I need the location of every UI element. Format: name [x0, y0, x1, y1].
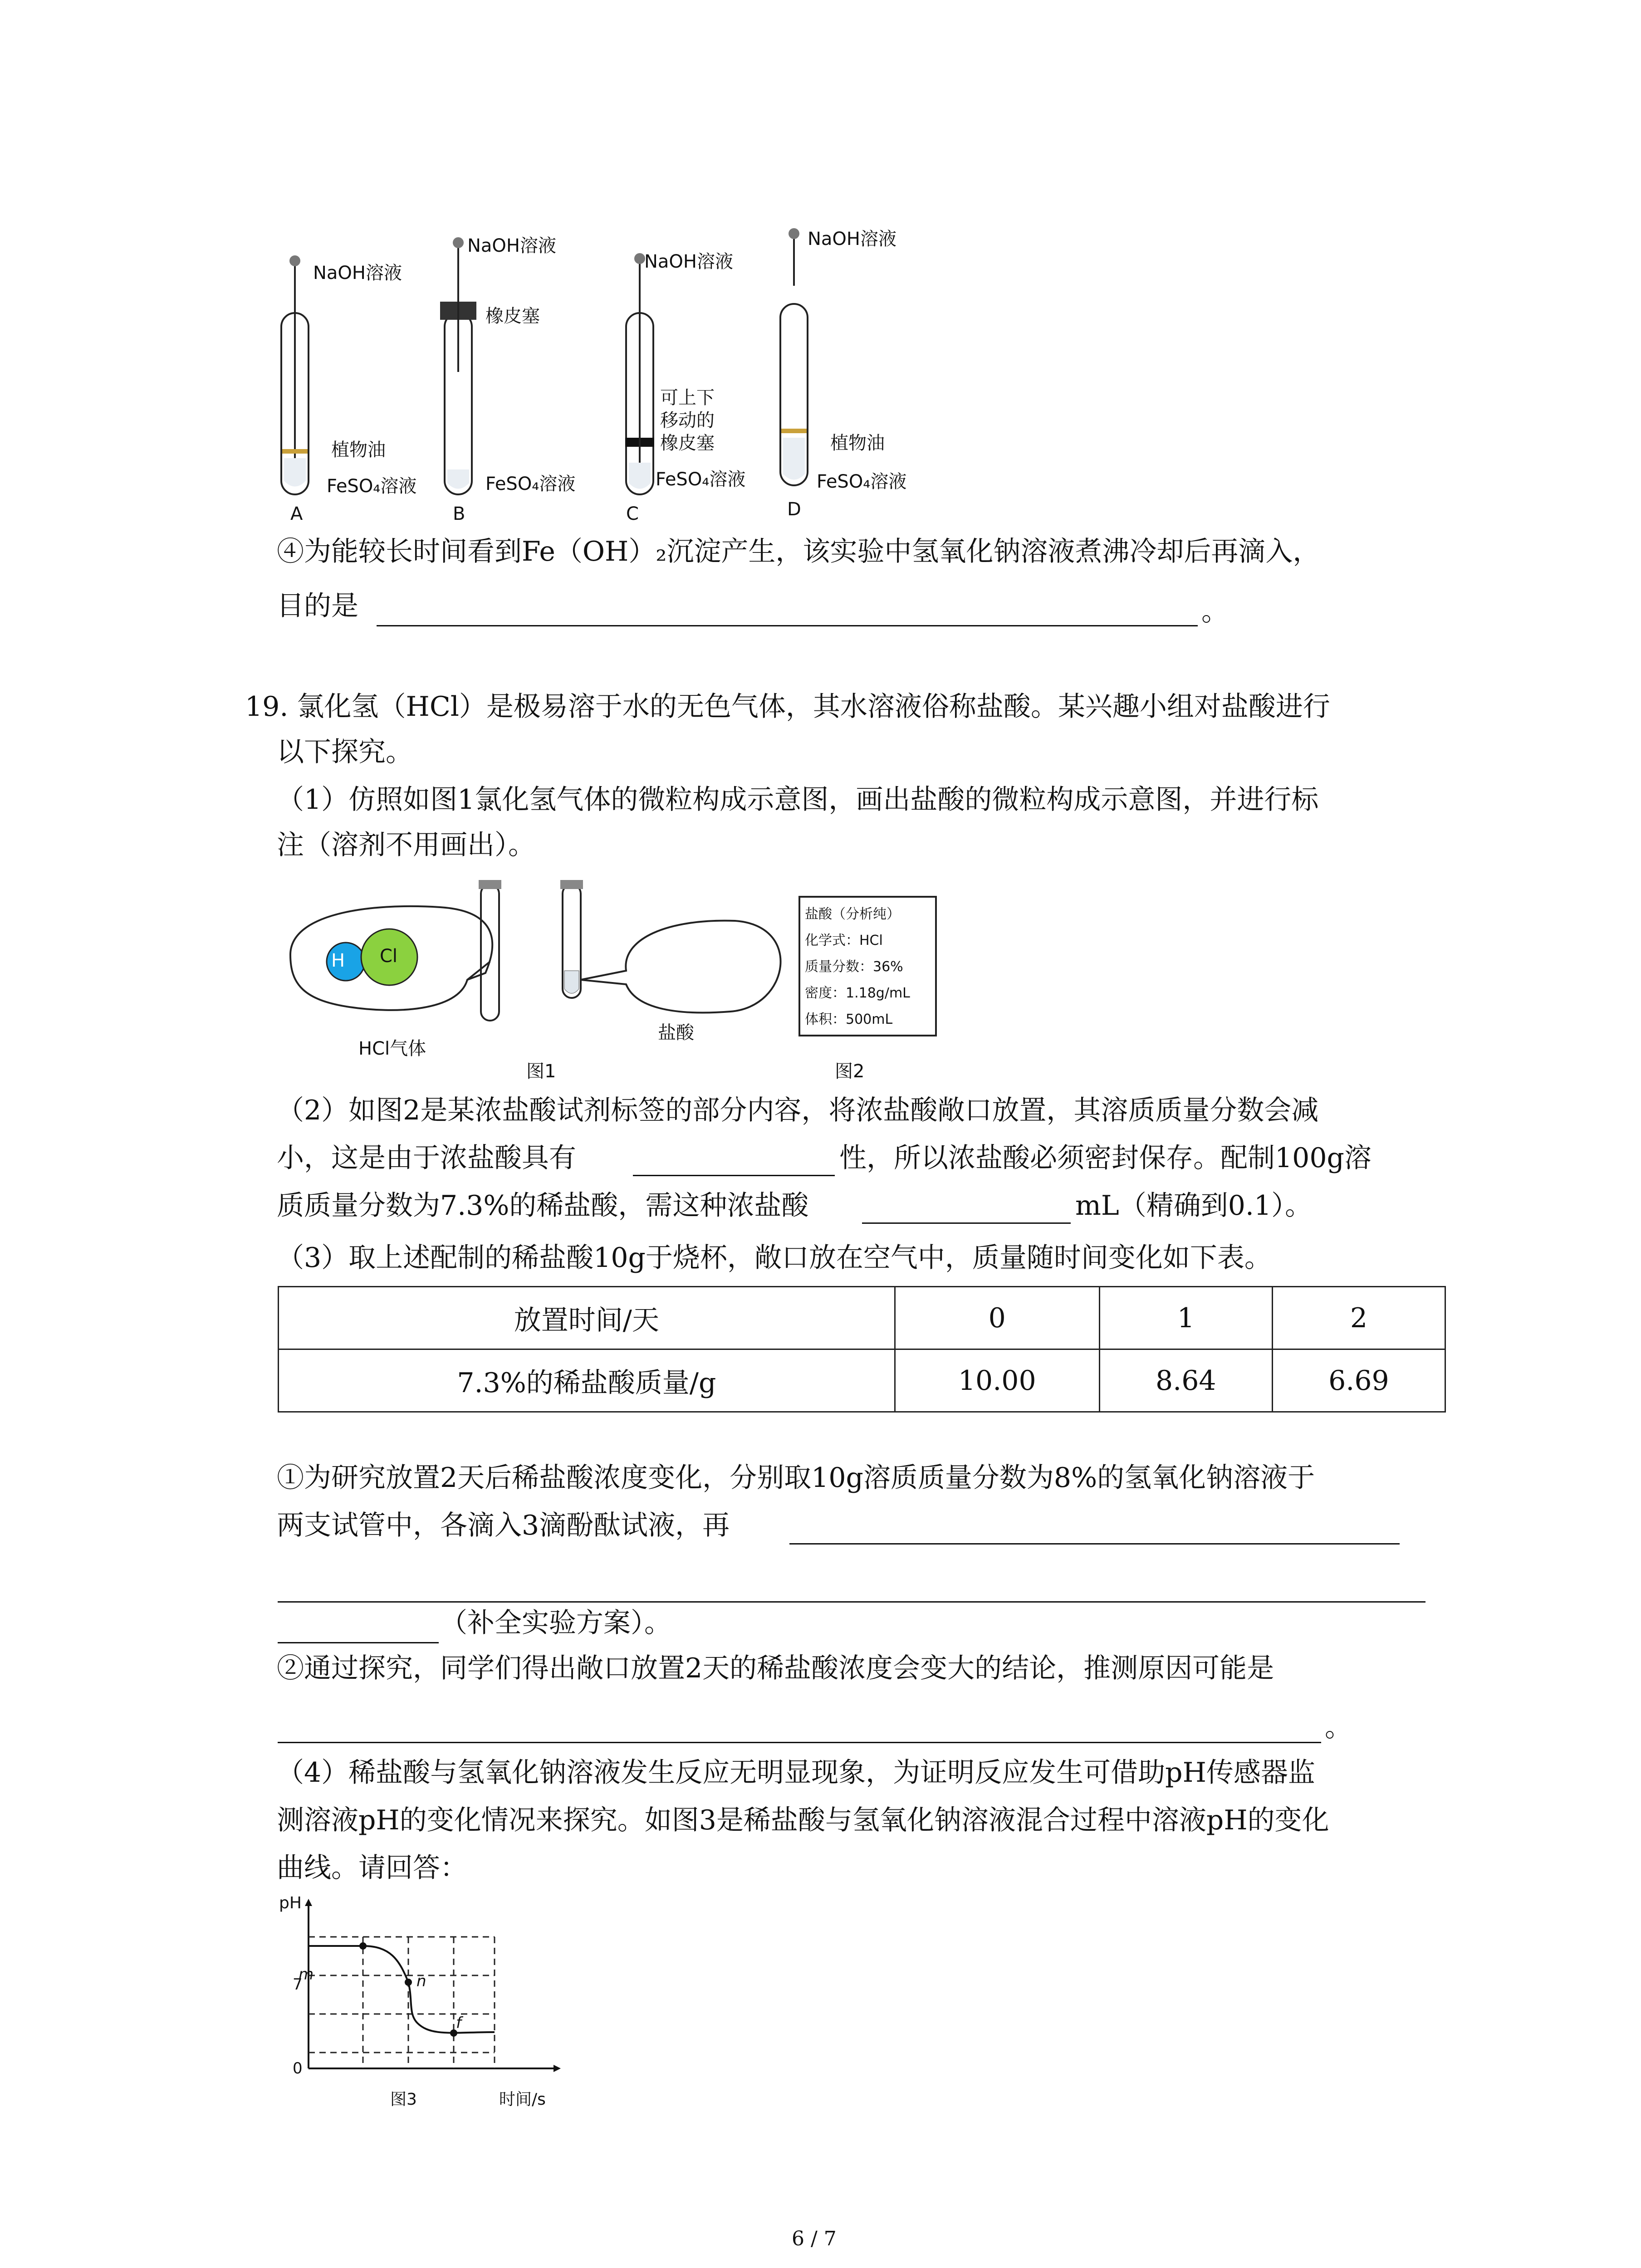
reagent-label-line: 体积：500mL — [805, 1012, 893, 1027]
tube-b-feso4-label: FeSO₄溶液 — [485, 474, 576, 494]
tube-c-feso4-label: FeSO₄溶液 — [656, 469, 746, 490]
table-cell: 1 — [1099, 1287, 1272, 1349]
q19-p2-line2b: 性，所以浓盐酸必须密封保存。配制100g溶 — [839, 1142, 1372, 1174]
tube-a-letter: A — [290, 503, 303, 524]
q19-p2-line3a: 质质量分数为7.3%的稀盐酸，需这种浓盐酸 — [277, 1190, 809, 1222]
tube-d-naoh-label: NaOH溶液 — [808, 229, 896, 249]
q19-p3-sub2-end: 。 — [1325, 1711, 1352, 1743]
table-cell: 放置时间/天 — [279, 1287, 895, 1349]
q19-p3-sub1-blank-c[interactable] — [278, 1642, 439, 1643]
tube-c-movable-line3: 橡皮塞 — [660, 433, 715, 454]
q19-p1-line2: 注（溶剂不用画出）。 — [277, 829, 535, 861]
table-cell: 7.3%的稀盐酸质量/g — [279, 1349, 895, 1412]
fig3-caption: 图3 — [390, 2090, 417, 2109]
q19-p4-line3: 曲线。请回答： — [277, 1852, 467, 1884]
reagent-label-line: 质量分数：36% — [805, 959, 903, 975]
tube-a-oil-label: 植物油 — [331, 440, 386, 460]
fig3-ylabel: pH — [279, 1894, 302, 1912]
q19-p3-line1: （3）取上述配制的稀盐酸10g于烧杯，敞口放在空气中，质量随时间变化如下表。 — [277, 1242, 1272, 1274]
fig2-caption: 图2 — [835, 1061, 865, 1082]
tube-b-naoh-label: NaOH溶液 — [467, 235, 556, 256]
q19-p2-blank-volume[interactable] — [862, 1222, 1071, 1224]
q19-p3-sub1-line1: ①为研究放置2天后稀盐酸浓度变化，分别取10g溶质质量分数为8%的氢氧化钠溶液于 — [277, 1462, 1315, 1494]
fig1-cl-label: Cl — [380, 946, 398, 967]
fig3-point-n-label: n — [416, 1972, 426, 1990]
q19-p3-sub1-blank-b[interactable] — [278, 1601, 1425, 1603]
table-row — [279, 1349, 1445, 1412]
point-m — [359, 1942, 367, 1950]
tube-d-letter: D — [787, 499, 801, 520]
tube-b-letter: B — [453, 503, 465, 524]
page-number: 6 / 7 — [792, 2227, 837, 2250]
tube-c — [625, 253, 654, 494]
q18-4-answer-blank[interactable] — [377, 625, 1198, 626]
table-cell: 0 — [895, 1287, 1099, 1349]
tube-a — [281, 255, 309, 494]
fig1-acid-label: 盐酸 — [658, 1022, 694, 1043]
q19-p3-sub1-line3: （补全实验方案）。 — [440, 1607, 671, 1639]
q19-p3-sub2-line1: ②通过探究，同学们得出敞口放置2天的稀盐酸浓度会变大的结论，推测原因可能是 — [277, 1652, 1274, 1684]
point-n — [405, 1979, 412, 1986]
fig3-point-m-label: m — [299, 1965, 314, 1984]
table-cell: 6.69 — [1272, 1349, 1445, 1412]
mass-time-table — [278, 1286, 1446, 1413]
tube-c-letter: C — [626, 503, 639, 524]
q19-p2-blank-property[interactable] — [633, 1175, 835, 1176]
tube-b — [440, 237, 476, 494]
tube-d-oil-label: 植物油 — [830, 433, 885, 454]
q19-p3-sub1-blank-a[interactable] — [789, 1543, 1400, 1545]
fig1-h-label: H — [331, 950, 345, 971]
fig3-tick-7: 7 — [293, 1975, 303, 1994]
table-cell: 10.00 — [895, 1349, 1099, 1412]
fig1-caption: 图1 — [526, 1061, 556, 1082]
q18-4-line1: ④为能较长时间看到Fe（OH）₂沉淀产生，该实验中氢氧化钠溶液煮沸冷却后再滴入， — [277, 536, 1320, 567]
tube-d-feso4-label: FeSO₄溶液 — [817, 471, 907, 492]
tube-d — [780, 228, 808, 485]
table-cell: 2 — [1272, 1287, 1445, 1349]
q19-p1-line1: （1）仿照如图1氯化氢气体的微粒构成示意图，画出盐酸的微粒构成示意图，并进行标 — [277, 784, 1319, 816]
reagent-label-line: 化学式：HCl — [805, 933, 883, 948]
tube-b-stopper-label: 橡皮塞 — [485, 306, 540, 327]
table-cell: 8.64 — [1099, 1349, 1272, 1412]
fig1-gas-label: HCl气体 — [358, 1038, 426, 1059]
reagent-label — [798, 896, 937, 1036]
table-row — [279, 1287, 1445, 1349]
tube-c-movable-line2: 移动的 — [660, 410, 715, 431]
q18-4-line2: 目的是 — [277, 590, 358, 622]
q19-p3-sub1-line2: 两支试管中，各滴入3滴酚酞试液，再 — [277, 1510, 730, 1541]
tube-a-feso4-label: FeSO₄溶液 — [327, 476, 417, 497]
q19-p3-sub2-blank[interactable] — [278, 1742, 1321, 1743]
q19-p2-line1: （2）如图2是某浓盐酸试剂标签的部分内容，将浓盐酸敞口放置，其溶质质量分数会减 — [277, 1095, 1319, 1126]
q19-p4-line2: 测溶液pH的变化情况来探究。如图3是稀盐酸与氢氧化钠溶液混合过程中溶液pH的变化 — [277, 1804, 1329, 1836]
reagent-label-line: 密度：1.18g/mL — [805, 985, 910, 1001]
reagent-label-line: 盐酸（分析纯） — [805, 906, 900, 922]
q19-intro-line1: 19. 氯化氢（HCl）是极易溶于水的无色气体，其水溶液俗称盐酸。某兴趣小组对盐酸进行 — [245, 691, 1330, 723]
q19-p2-line2a: 小，这是由于浓盐酸具有 — [277, 1142, 576, 1174]
tube-c-naoh-label: NaOH溶液 — [644, 251, 733, 272]
tube-c-movable-line1: 可上下 — [660, 387, 715, 408]
q19-p4-line1: （4）稀盐酸与氢氧化钠溶液发生反应无明显现象，为证明反应发生可借助pH传感器监 — [277, 1757, 1315, 1789]
tube-a-naoh-label: NaOH溶液 — [313, 263, 402, 284]
q19-intro-line2: 以下探究。 — [277, 736, 413, 768]
fig3-tick-0: 0 — [293, 2059, 303, 2077]
q18-4-end: 。 — [1201, 596, 1229, 627]
q19-p2-line3b: mL（精确到0.1）。 — [1075, 1190, 1313, 1222]
fig3-point-f-label: f — [456, 2014, 461, 2032]
fig3-xlabel: 时间/s — [499, 2090, 546, 2109]
